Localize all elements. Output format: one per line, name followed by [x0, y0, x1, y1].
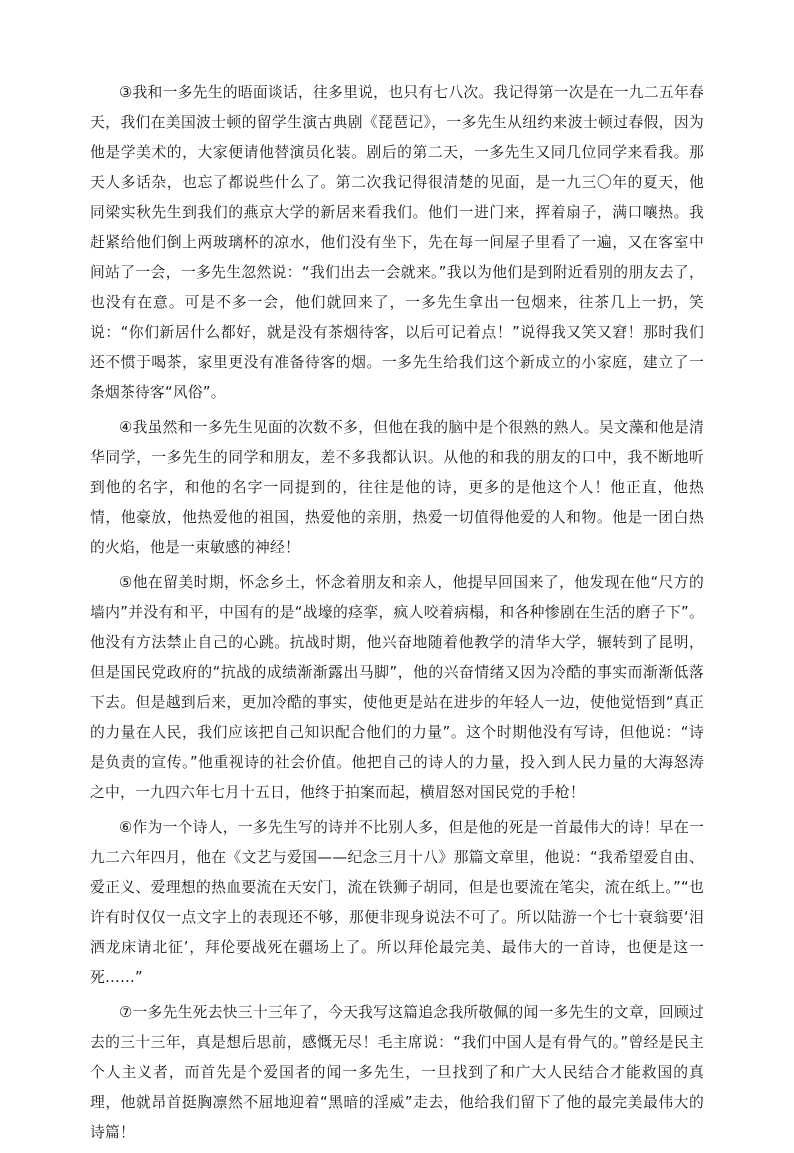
paragraph-7: ⑦一多先生死去快三十三年了，今天我写这篇追念我所敬佩的闻一多先生的文章，回顾过去的三十三年，真是想后思前，感慨无尽！毛主席说：“我们中国人是有骨气的。”曾经是民主个人主义者，而首先是个爱国者的闻一多先生，一旦找到了和广大人民结合才能救国的真理，他就昂首挺胸凛然不屈地迎着“黑暗的淫威”走去，他给我们留下了他的最完美最伟大的诗篇！: [90, 1004, 704, 1141]
paragraph-6: ⑥作为一个诗人，一多先生写的诗并不比别人多，但是他的死是一首最伟大的诗！早在一九二六年四月，他在《文艺与爱国——纪念三月十八》那篇文章里，他说：“我希望爱自由、爱正义、爱理想的热血要流在天安门，流在铁狮子胡同，但是也要流在笔尖，流在纸上。”“也许有时仅仅一点文字上的表现还不够，那便非现身说法不可了。所以陆游一个七十衰翁要‘泪洒龙床请北征’，拜伦要战死在疆场上了。所以拜伦最完美、最伟大的一首诗，也便是这一死……”: [90, 819, 704, 986]
document-body: [90, 78, 704, 1153]
paragraph-4: ④我虽然和一多先生见面的次数不多，但他在我的脑中是个很熟的熟人。吴文藻和他是清华同学，一多先生的同学和朋友，差不多我都认识。从他的和我的朋友的口中，我不断地听到他的名字，和他的名字一同提到的，往往是他的诗，更多的是他这个人！他正直，他热情，他豪放，他热爱他的祖国，热爱他的亲朋，热爱一切值得他爱的人和物。他是一团白热的火焰，他是一束敏感的神经！: [90, 419, 704, 556]
paragraph-5: ⑤他在留美时期，怀念乡土，怀念着朋友和亲人，他提早回国来了，他发现在他“尺方的墙内”并没有和平，中国有的是“战壕的痉挛，疯人咬着病榻，和各种惨剧在生活的磨子下”。他没有方法禁止自己的心跳。抗战时期，他兴奋地随着他教学的清华大学，辗转到了昆明，但是国民党政府的“抗战的成绩渐渐露出马脚”，他的兴奋情绪又因为冷酷的事实而渐渐低落下去。但是越到后来，更加冷酷的事实，使他更是站在进步的年轻人一边，使他觉悟到“真正的力量在人民，我们应该把自己知识配合他们的力量”。这个时期他没有写诗，但他说：“诗是负责的宣传。”他重视诗的社会价值。他把自己的诗人的力量，投入到人民力量的大海怒涛之中，一九四六年七月十五日，他终于拍案而起，横眉怒对国民党的手枪！: [90, 574, 704, 801]
paragraph-3: ③我和一多先生的晤面谈话，往多里说，也只有七八次。我记得第一次是在一九二五年春天，我们在美国波士顿的留学生演古典剧《琵琶记》，一多先生从纽约来波士顿过春假，因为他是学美术的，大家便请他替演员化装。剧后的第二天，一多先生又同几位同学来看我。那天人多话杂，也忘了都说些什么了。第二次我记得很清楚的见面，是一九三〇年的夏天，他同梁实秋先生到我们的燕京大学的新居来看我们。他们一进门来，挥着扇子，满口嚷热。我赶紧给他们倒上两玻璃杯的凉水，他们没有坐下，先在每一间屋子里看了一遍，又在客室中间站了一会，一多先生忽然说：“我们出去一会就来。”我以为他们是到附近看别的朋友去了，也没有在意。可是不多一会，他们就回来了，一多先生拿出一包烟来，往茶几上一扔，笑说：“你们新居什么都好，就是没有茶烟待客，以后可记着点！”说得我又笑又窘！那时我们还不惯于喝茶，家里更没有准备待客的烟。一多先生给我们这个新成立的小家庭，建立了一条烟茶待客“风俗”。: [90, 84, 704, 401]
